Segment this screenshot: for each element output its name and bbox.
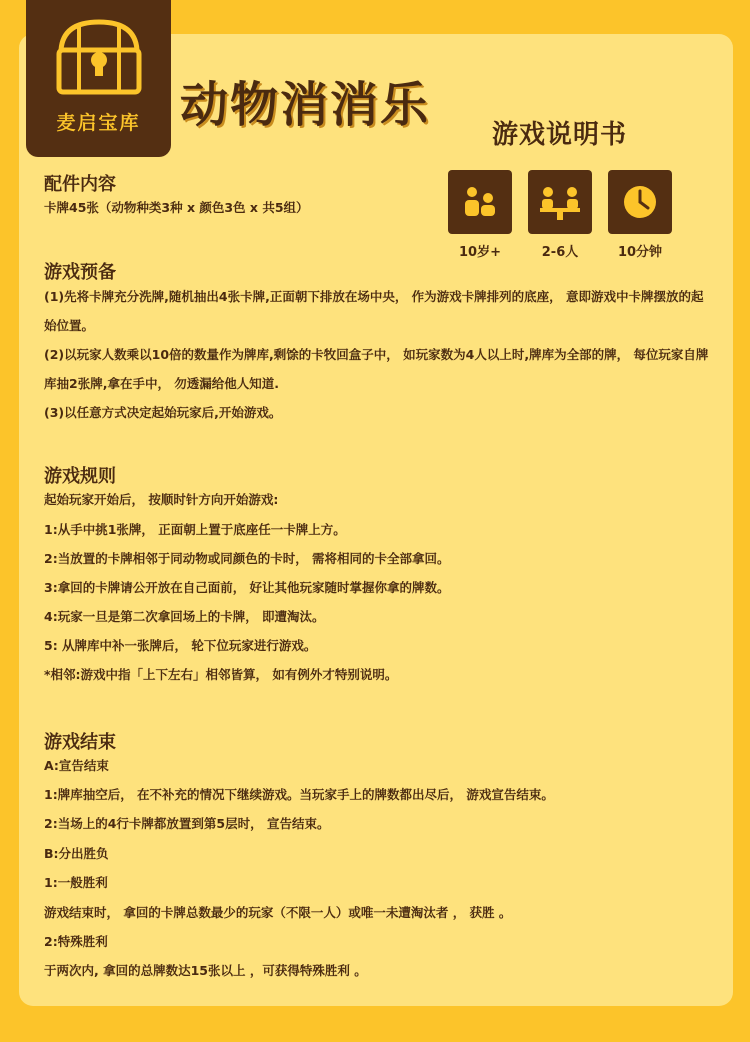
rules-line: 3:拿回的卡牌请公开放在自己面前， 好让其他玩家随时掌握你拿的牌数。: [44, 580, 450, 595]
clock-icon: [620, 182, 660, 222]
page-subtitle: 游戏说明书: [492, 120, 628, 150]
spec-time: [608, 170, 672, 260]
rules-line: 2:当放置的卡牌相邻于同动物或同颜色的卡时， 需将相同的卡全部拿回。: [44, 551, 450, 566]
end-line: 2:当场上的4行卡牌都放置到第5层时， 宣告结束。: [44, 816, 330, 831]
end-line: A:宣告结束: [44, 758, 109, 773]
prep-title: 游戏预备: [44, 262, 116, 283]
end-title: 游戏结束: [44, 732, 116, 753]
spec-time-label: 10分钟: [617, 245, 663, 260]
page-title: 动物消消乐: [180, 77, 431, 133]
rules-line: 5: 从牌库中补一张牌后， 轮下位玩家进行游戏。: [44, 638, 317, 653]
rules-title: 游戏规则: [44, 466, 116, 487]
end-line: B:分出胜负: [44, 846, 109, 861]
end-line: 2:特殊胜利: [44, 934, 108, 949]
brand-logo: [26, 0, 171, 157]
prep-paragraph-3: (3)以任意方式决定起始玩家后,开始游戏。: [44, 405, 282, 420]
spec-icons: [448, 170, 672, 260]
rules-line: 4:玩家一旦是第二次拿回场上的卡牌， 即遭淘汰。: [44, 609, 325, 624]
spec-age-label: 10岁+: [459, 245, 501, 260]
components-text: 卡牌45张（动物种类3种 x 颜色3色 x 共5组）: [44, 200, 309, 215]
spec-age: [448, 170, 512, 260]
end-line: 于两次内, 拿回的总牌数达15张以上 ，可获得特殊胜利 。: [44, 963, 367, 978]
people-icon: [460, 182, 500, 222]
rules-line: 1:从手中挑1张牌， 正面朝上置于底座任一卡牌上方。: [44, 522, 346, 537]
spec-players: [528, 170, 592, 260]
players-table-icon: [538, 182, 582, 222]
end-line: 1:一般胜利: [44, 875, 108, 890]
spec-players-label: 2-6人: [541, 245, 579, 260]
treasure-chest-icon: [49, 16, 149, 100]
brand-name: 麦启宝库: [56, 112, 141, 134]
end-line: 游戏结束时， 拿回的卡牌总数最少的玩家（不限一人）或唯一未遭淘汰者 ， 获胜 。: [44, 905, 512, 920]
end-line: 1:牌库抽空后， 在不补充的情况下继续游戏。当玩家手上的牌数都出尽后， 游戏宣告结束。: [44, 787, 554, 802]
rules-line: *相邻:游戏中指「上下左右」相邻皆算， 如有例外才特别说明。: [44, 667, 398, 682]
components-title: 配件内容: [44, 174, 116, 195]
prep-paragraph-1: (1)先将卡牌充分洗牌,随机抽出4张卡牌,正面朝下排放在场中央， 作为游戏卡牌排列的底座， 意即游戏中卡牌摆放的起始位置。: [44, 289, 704, 333]
rules-line: 起始玩家开始后， 按顺时针方向开始游戏:: [44, 492, 279, 507]
prep-paragraph-2: (2)以玩家人数乘以10倍的数量作为牌库,剩馀的卡牧回盒子中， 如玩家数为4人以上时,牌库为全部的牌， 每位玩家自牌库抽2张牌,拿在手中， 勿透漏给他人知道.: [44, 347, 709, 391]
